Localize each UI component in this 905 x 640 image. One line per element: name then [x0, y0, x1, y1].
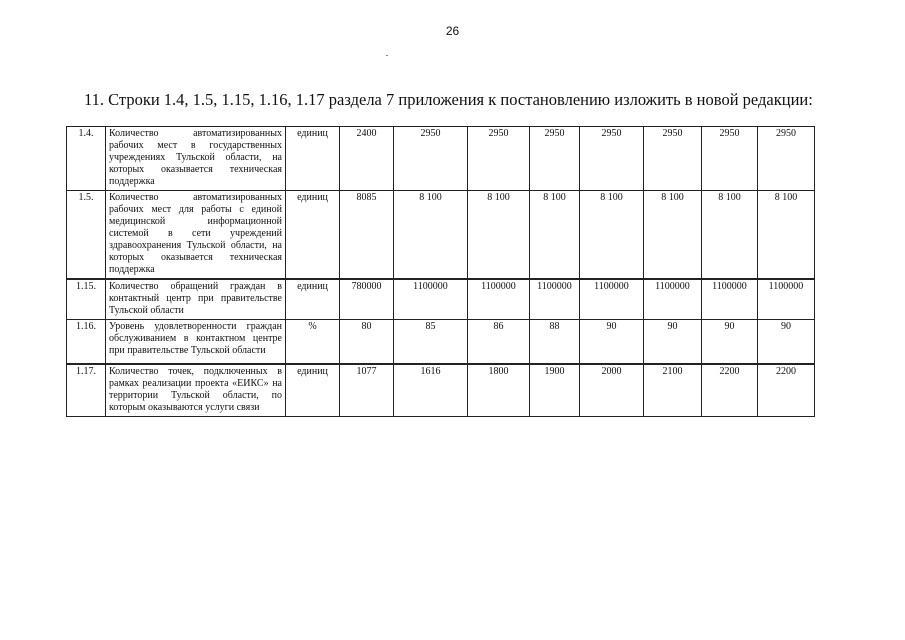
indicator-value: 2950: [580, 127, 644, 191]
table-row: [67, 127, 815, 191]
indicator-value: 8 100: [758, 191, 815, 280]
unit-of-measure: %: [286, 320, 340, 365]
indicator-value: 1100000: [644, 279, 702, 320]
indicator-value: 2950: [468, 127, 530, 191]
indicator-value: 1100000: [758, 279, 815, 320]
indicator-value: 2950: [702, 127, 758, 191]
indicator-value: 2400: [340, 127, 394, 191]
indicator-value: 780000: [340, 279, 394, 320]
row-number: 1.5.: [67, 191, 106, 280]
unit-of-measure: единиц: [286, 279, 340, 320]
indicator-value: 85: [394, 320, 468, 365]
indicator-value: 90: [758, 320, 815, 365]
scan-dot: [386, 55, 388, 56]
indicator-value: 8 100: [580, 191, 644, 280]
table-row: [67, 364, 815, 417]
indicator-value: 2200: [702, 364, 758, 417]
indicator-value: 8 100: [702, 191, 758, 280]
row-number: 1.4.: [67, 127, 106, 191]
indicator-value: 90: [580, 320, 644, 365]
indicator-name: Количество обращений граждан в контактный центр при правительстве Тульской области: [106, 279, 286, 320]
indicator-value: 2950: [644, 127, 702, 191]
indicator-value: 86: [468, 320, 530, 365]
indicator-name: Количество точек, подключенных в рамках реализации проекта «ЕИКС» на территории Тульской области, по которым оказываются услуги связи: [106, 364, 286, 417]
row-number: 1.15.: [67, 279, 106, 320]
indicator-value: 90: [644, 320, 702, 365]
indicator-name: Количество автоматизированных рабочих мест для работы с единой медицинской информационной системой в сети учреждений здравоохранения Тульской области, на которых оказывается техническая поддержка: [106, 191, 286, 280]
table-row: [67, 279, 815, 320]
indicator-value: 1100000: [580, 279, 644, 320]
indicator-value: 1100000: [530, 279, 580, 320]
indicator-value: 1100000: [468, 279, 530, 320]
indicator-value: 80: [340, 320, 394, 365]
indicator-value: 88: [530, 320, 580, 365]
row-number: 1.17.: [67, 364, 106, 417]
unit-of-measure: единиц: [286, 364, 340, 417]
indicator-value: 90: [702, 320, 758, 365]
indicator-value: 2950: [530, 127, 580, 191]
indicator-value: 1100000: [394, 279, 468, 320]
row-number: 1.16.: [67, 320, 106, 365]
indicator-value: 8085: [340, 191, 394, 280]
indicator-value: 8 100: [468, 191, 530, 280]
indicator-value: 8 100: [644, 191, 702, 280]
table-row: [67, 191, 815, 280]
indicator-value: 8 100: [530, 191, 580, 280]
indicator-value: 2000: [580, 364, 644, 417]
page-number: 26: [445, 24, 460, 38]
unit-of-measure: единиц: [286, 127, 340, 191]
indicator-name: Уровень удовлетворенности граждан обслуживанием в контактном центре при правительстве Тульской области: [106, 320, 286, 365]
indicator-value: 2200: [758, 364, 815, 417]
indicator-value: 1800: [468, 364, 530, 417]
indicator-value: 2950: [758, 127, 815, 191]
amendment-heading: 11. Строки 1.4, 1.5, 1.15, 1.16, 1.17 раздела 7 приложения к постановлению изложить в новой редакции:: [84, 90, 813, 109]
indicator-value: 2100: [644, 364, 702, 417]
unit-of-measure: единиц: [286, 191, 340, 280]
indicators-table: [66, 126, 815, 417]
indicator-value: 1100000: [702, 279, 758, 320]
table-row: [67, 320, 815, 365]
indicator-value: 1077: [340, 364, 394, 417]
indicator-value: 1616: [394, 364, 468, 417]
indicator-name: Количество автоматизированных рабочих мест в государственных учреждениях Тульской области, на которых оказывается техническая поддержка: [106, 127, 286, 191]
indicator-value: 8 100: [394, 191, 468, 280]
indicator-value: 1900: [530, 364, 580, 417]
indicator-value: 2950: [394, 127, 468, 191]
